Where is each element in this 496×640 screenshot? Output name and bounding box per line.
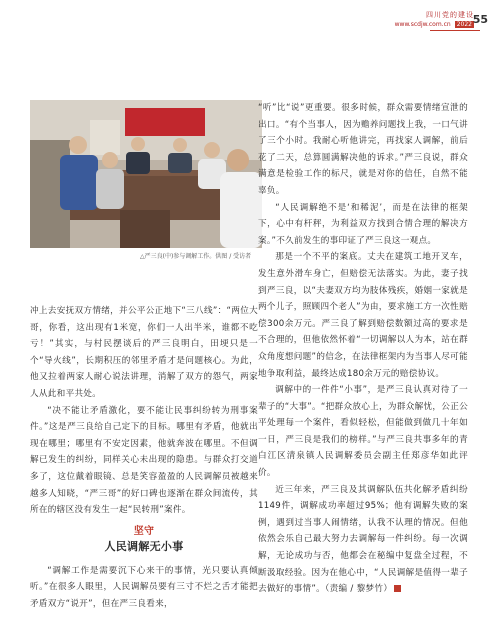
body-paragraph: “调解工作是需要沉下心来干的事情，光只要认真倾听。”在很多人眼里，人民调解员要有三寸不烂之舌才能把矛盾双方“说开”，但在严三良看来， bbox=[30, 565, 258, 609]
issue-badge: 2022 bbox=[456, 21, 472, 28]
mediation-photo bbox=[30, 100, 262, 248]
page-header bbox=[395, 10, 474, 28]
right-column bbox=[258, 100, 468, 598]
section-heading: 人民调解无小事 bbox=[104, 539, 184, 553]
url-row bbox=[395, 21, 474, 28]
header-divider bbox=[430, 30, 480, 31]
body-paragraph-text: 近三年来，严三良及其调解队伍共化解矛盾纠纷1149件，调解成功率超过95%；他有调解失败的案例，遇到过当事人闹情绪，认我不认理的情况。但他依然会乐自己最大努力去调解每一件纠纷。每一次调解，无论成功与否，他都会在秘编中复盘全过程，不断汲取经验。因为在他心中，“人民调解是值得一辈子去做好的事情”。（责编 / 黎梦竹） bbox=[258, 484, 468, 595]
publication-url: www.scdjw.com.cn bbox=[394, 21, 451, 28]
body-paragraph: “人民调解绝不是‘和稀泥’，而是在法律的框架下，心中有杆秤，为利益双方找到合情合理的解决方案。”不久前发生的事印证了严三良这一观点。 bbox=[258, 202, 468, 246]
end-mark bbox=[394, 585, 401, 592]
photo-caption: △严三良(中)参与调解工作。供图 / 受访者 bbox=[140, 253, 252, 260]
photo-illustration bbox=[30, 100, 262, 248]
body-paragraph: 冲上去安抚双方情绪，并公平公正地下“三八线”：“两位大哥，你看，这出现有1米宽，你们一人出半米，谁都不吃亏！”其实，与村民摆谈后的严三良明白，田埂只是一个“导火线”，长期积压的邻里矛盾才是问题核心。为此，他又拉着两家人耐心说法讲理，消解了双方的怨气，两家人从此和平共处。 bbox=[30, 306, 258, 399]
publication-name: 四川党的建设 bbox=[426, 11, 474, 19]
left-column bbox=[30, 303, 258, 613]
page-number: 55 bbox=[472, 13, 488, 26]
body-paragraph: 那是一个不平的案底。丈夫在建筑工地开叉车，发生意外滑车身亡，但赔偿无法落实。为此，妻子找到严三良，以“夫妻双方均为肢体残疾，婚姻一家就是两个儿子，照顾四个老人”为由，要求施工方一次性赔偿300余万元。严三良了解到赔偿数额过高的要求是不合理的，但他依然怀着“一切调解以人为本，站在群众角度想问题”的信念，在法律框架内为当事人尽可能地争取利益，最终达成180余万元的赔偿协议。 bbox=[258, 252, 468, 379]
body-paragraph bbox=[258, 482, 468, 598]
body-paragraph: “听”比“说”更重要。很多时候，群众需要情绪宣泄的出口。“有个当事人，因为赡养问题找上我，一口气讲了三个小时。我耐心听他讲完，再找家人调解，前后花了二天，总算圆满解决他的诉求。”严三良说，群众满意是检验工作的标尺，就是对你的信任，自然不能辜负。 bbox=[258, 103, 468, 196]
body-paragraph: 调解中的一件件“小事”，是严三良认真对待了一辈子的“大事”。“把群众放心上，为群众解忧，公正公平处理每一个案件，看似轻松，但能做到做几十年如一日，严三良是我们的榜样。”与严三良共事多年的青白江区清泉镇人民调解委员会副主任郑彦华如此评价。 bbox=[258, 385, 468, 479]
body-paragraph: “决不能让矛盾激化，要不能让民事纠纷转为刑事案件。”这是严三良给自己定下的目标。哪里有矛盾，他就出现在哪里；哪里有不安定因素，他就奔波在哪里。不但调解已发生的纠纷，同样关心未出现的隐患。与群众打交道多了，这位戴着眼镜、总是笑容盈盈的人民调解员被越来越多人知晓，“严三哥”的好口碑也逐渐在群众间流传，其所在的辖区没有发生一起“民转刑”案件。 bbox=[30, 405, 258, 516]
section-label: 坚守 bbox=[133, 525, 155, 537]
